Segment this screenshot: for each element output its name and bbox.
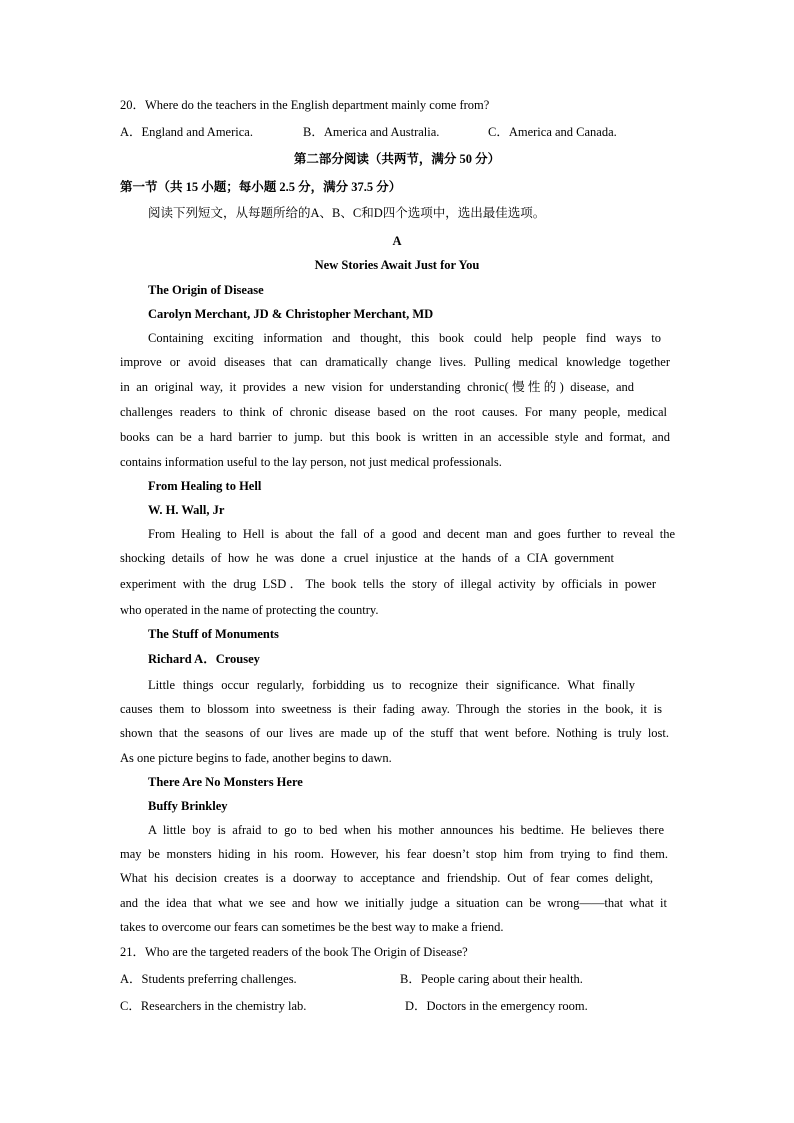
q21-option-a: A．Students preferring challenges. — [120, 972, 297, 986]
book1-line: contains information useful to the lay person, not just medical professionals. — [120, 455, 502, 469]
book2-line: From Healing to Hell is about the fall of a good and decent man and goes further to reveal the — [148, 527, 675, 541]
book3-author: Richard A．Crousey — [148, 652, 260, 666]
book3-line: As one picture begins to fade, another begins to dawn. — [120, 751, 392, 765]
book1-line: in an original way, it provides a new vision for understanding chronic(慢性的) disease, and — [120, 380, 634, 394]
book1-author: Carolyn Merchant, JD & Christopher Merchant, MD — [148, 307, 434, 321]
book4-line: takes to overcome our fears can sometimes be the best way to make a friend. — [120, 920, 504, 934]
book2-title: From Healing to Hell — [148, 479, 262, 493]
book3-line: shown that the seasons of our lives are made up of the stuff that went before. Nothing is truly lost. — [120, 726, 669, 740]
q21-option-c: C．Researchers in the chemistry lab. — [120, 999, 307, 1013]
q21-stem: 21．Who are the targeted readers of the book The Origin of Disease? — [120, 945, 468, 959]
book4-line: and the idea that what we see and how we initially judge a situation can be wrong——that what it — [120, 896, 667, 910]
section1-heading: 第一节（共 15 小题；每小题 2.5 分，满分 37.5 分） — [120, 180, 402, 194]
book1-line: Containing exciting information and thought, this book could help people find ways to — [148, 331, 661, 345]
book3-line: Little things occur regularly, forbidding us to recognize their significance. What finally — [148, 678, 635, 692]
book4-line: may be monsters hiding in his room. However, his fear doesn’t stop him from trying to find them. — [120, 847, 668, 861]
q20-option-b: B．America and Australia. — [303, 125, 440, 139]
q20-option-a: A．England and America. — [120, 125, 253, 139]
q20-stem: 20．Where do the teachers in the English department mainly come from? — [120, 98, 490, 112]
passage-letter: A — [392, 234, 402, 248]
instruction: 阅读下列短文，从每题所给的A、B、C和D四个选项中，选出最佳选项。 — [148, 206, 546, 220]
passage-title: New Stories Await Just for You — [314, 258, 480, 272]
book1-line: improve or avoid diseases that can dramatically change lives. Pulling medical knowledge together — [120, 355, 670, 369]
book4-author: Buffy Brinkley — [148, 799, 228, 813]
book1-line: challenges readers to think of chronic disease based on the root causes. For many people, medical — [120, 405, 667, 419]
book4-line: What his decision creates is a doorway to acceptance and friendship. Out of fear comes delight, — [120, 871, 653, 885]
book1-line: books can be a hard barrier to jump. but this book is written in an accessible style and format, and — [120, 430, 670, 444]
q21-option-d: D．Doctors in the emergency room. — [405, 999, 588, 1013]
book2-line: experiment with the drug LSD．The book tells the story of illegal activity by officials in power — [120, 577, 656, 591]
book1-title: The Origin of Disease — [148, 283, 264, 297]
q20-option-c: C．America and Canada. — [488, 125, 617, 139]
book3-title: The Stuff of Monuments — [148, 627, 279, 641]
q21-option-b: B．People caring about their health. — [400, 972, 583, 986]
part2-title: 第二部分阅读（共两节，满分 50 分） — [293, 152, 501, 166]
book3-line: causes them to blossom into sweetness is their fading away. Through the stories in the book, it is — [120, 702, 662, 716]
book2-line: who operated in the name of protecting the country. — [120, 603, 379, 617]
book2-author: W. H. Wall, Jr — [148, 503, 225, 517]
book4-title: There Are No Monsters Here — [148, 775, 303, 789]
book2-line: shocking details of how he was done a cruel injustice at the hands of a CIA government — [120, 551, 614, 565]
book4-line: A little boy is afraid to go to bed when his mother announces his bedtime. He believes there — [148, 823, 664, 837]
